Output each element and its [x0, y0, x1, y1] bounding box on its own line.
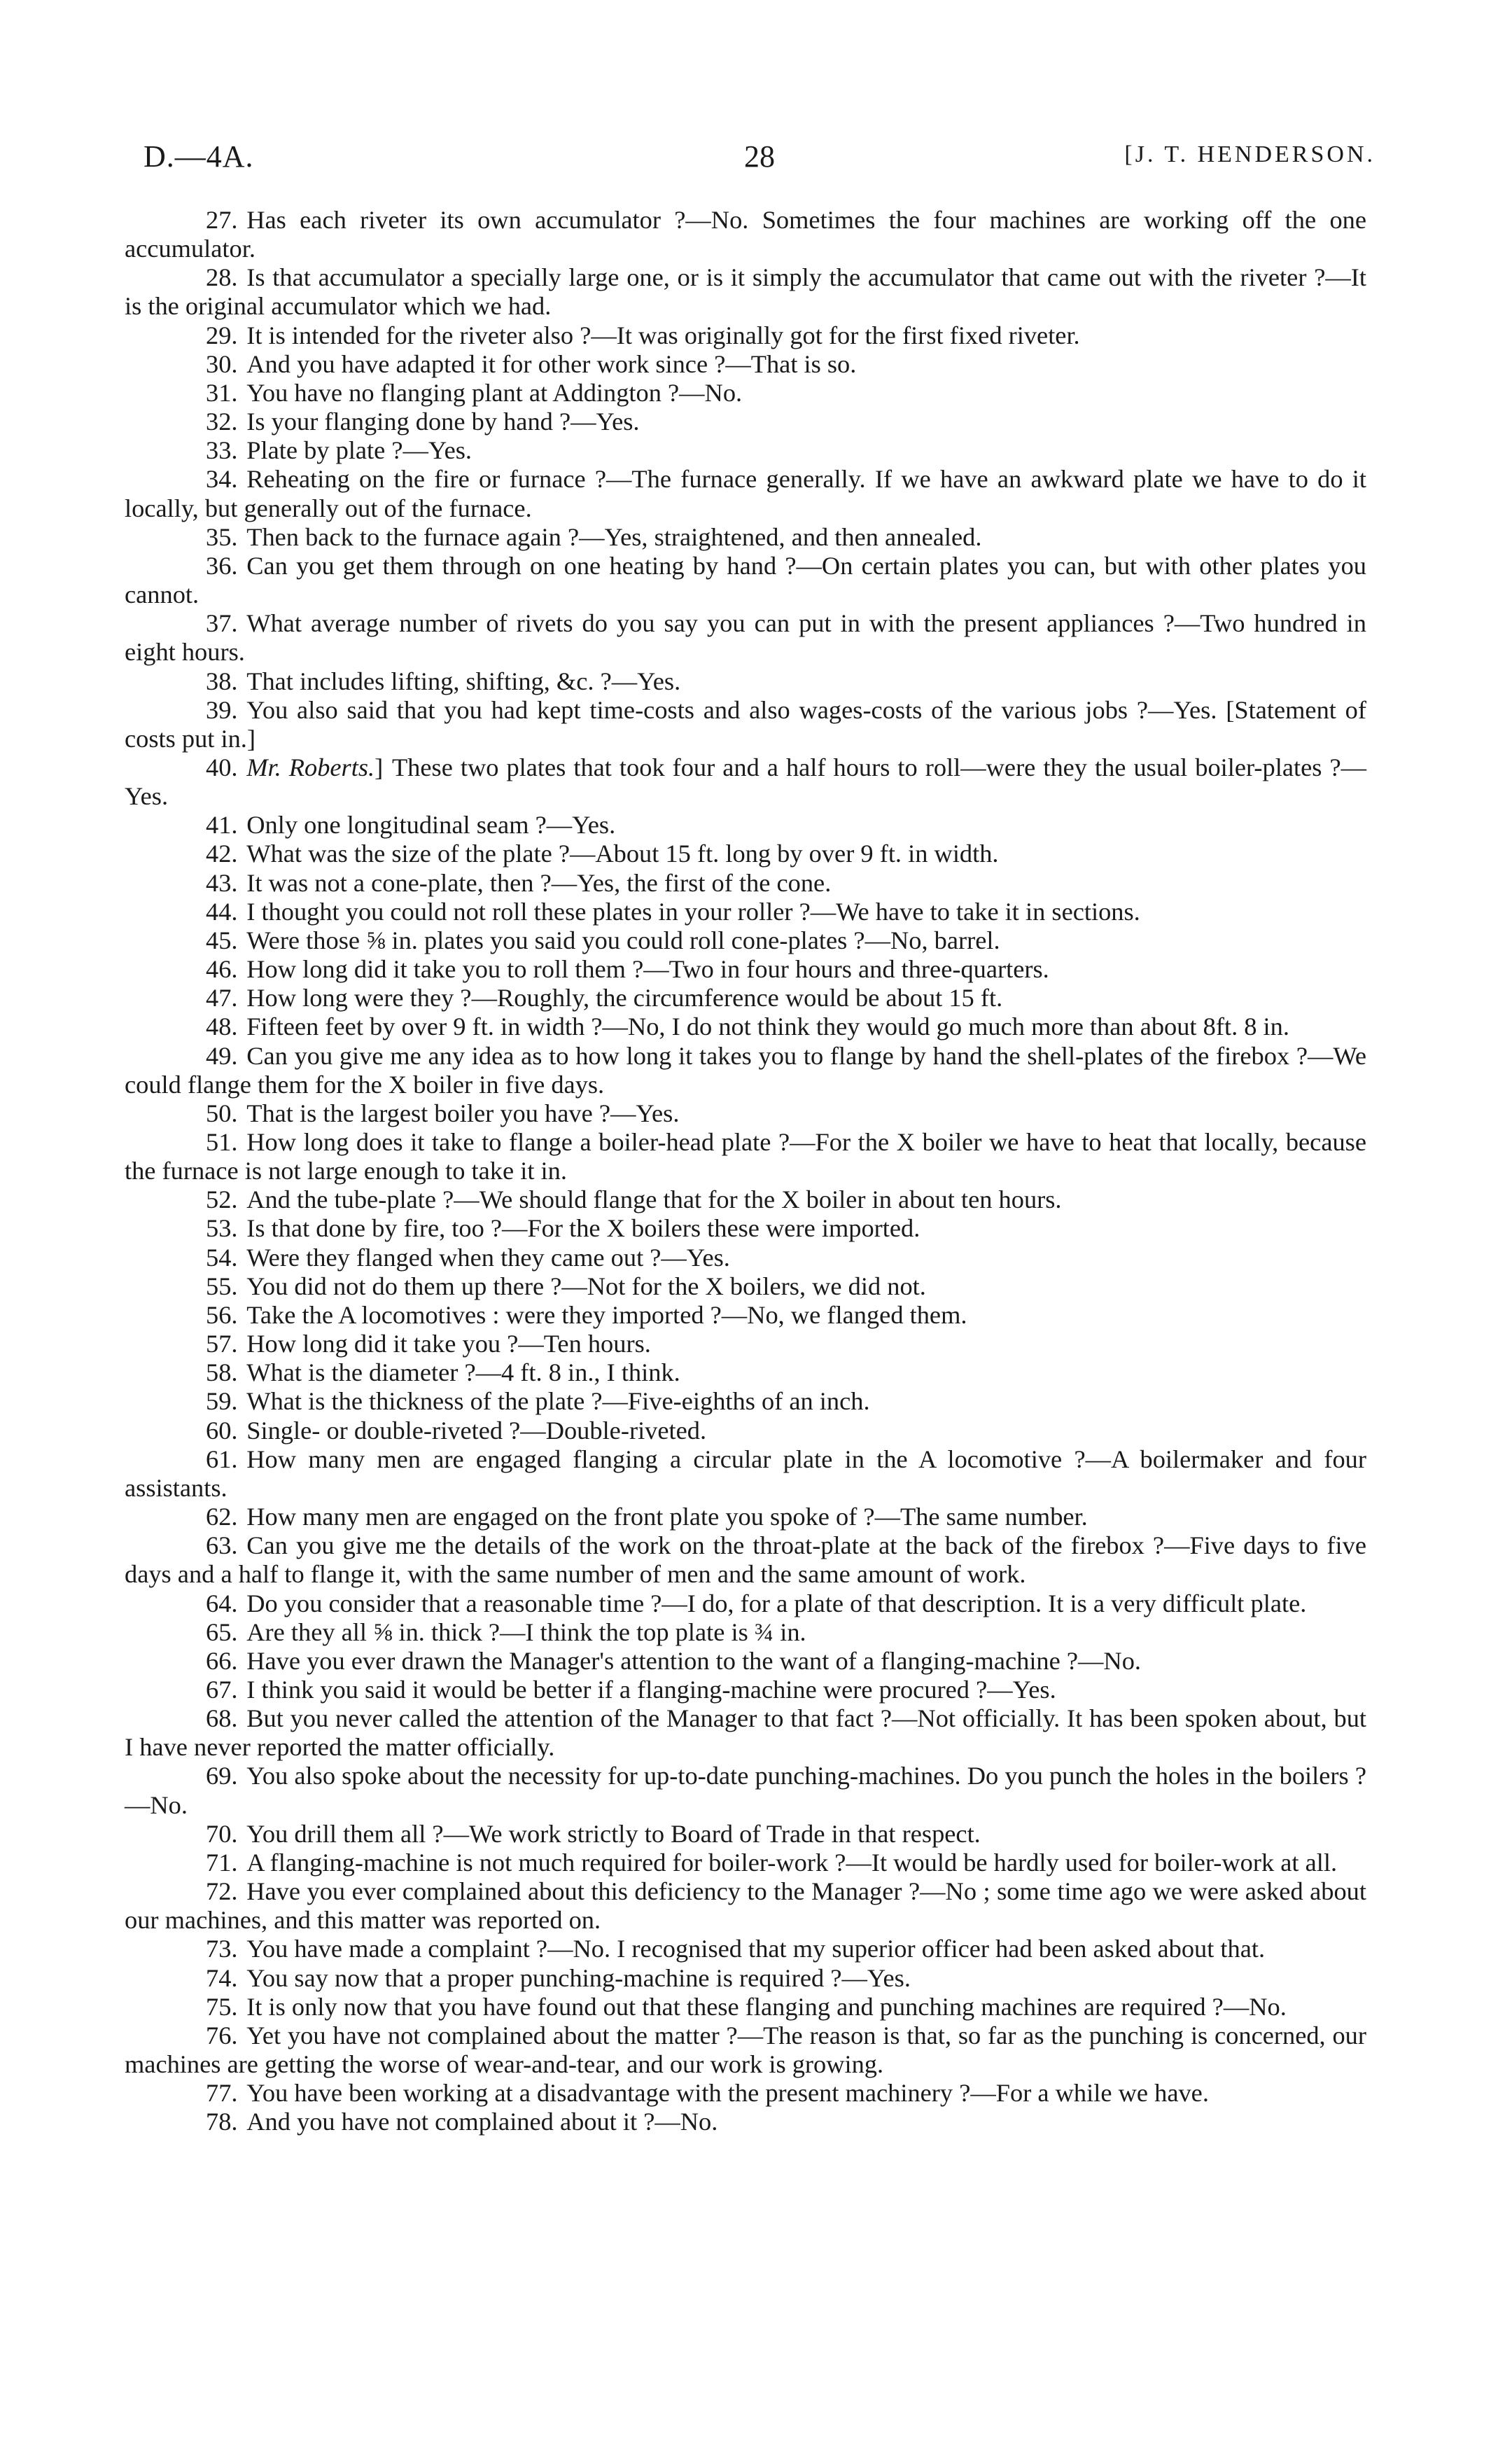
page-header	[144, 139, 1376, 181]
paragraph-number: 42.	[206, 840, 238, 868]
testimony-paragraph	[125, 840, 1366, 868]
testimony-paragraph	[125, 1704, 1366, 1762]
paragraph-text: What average number of rivets do you say you can put in with the present appliances ?—Two hundred in eight hours.	[125, 609, 1366, 667]
paragraph-number: 63.	[206, 1531, 238, 1560]
paragraph-text: Has each riveter its own accumulator ?—No. Sometimes the four machines are working off the one accumulator.	[125, 206, 1366, 263]
paragraph-text: It is intended for the riveter also ?—It was originally got for the first fixed riveter.	[246, 321, 1080, 349]
testimony-paragraph	[125, 436, 1366, 465]
paragraph-number: 68.	[206, 1704, 238, 1733]
testimony-paragraph	[125, 1589, 1366, 1618]
testimony-paragraph	[125, 2108, 1366, 2136]
paragraph-text: You have been working at a disadvantage with the present machinery ?—For a while we have.	[246, 2079, 1209, 2108]
paragraph-number: 51.	[206, 1128, 238, 1156]
paragraph-number: 75.	[206, 1992, 238, 2021]
testimony-paragraph	[125, 1272, 1366, 1301]
testimony-paragraph	[125, 1244, 1366, 1272]
testimony-paragraph	[125, 1387, 1366, 1416]
paragraph-text: I thought you could not roll these plates in your roller ?—We have to take it in sections.	[246, 897, 1140, 926]
paragraph-text: How long did it take you ?—Ten hours.	[246, 1330, 651, 1358]
paragraph-text: You have made a complaint ?—No. I recognised that my superior officer had been asked about that.	[246, 1935, 1266, 1963]
speaker-name: Mr. Roberts.]	[246, 753, 384, 781]
testimony-paragraph	[125, 898, 1366, 926]
paragraph-number: 53.	[206, 1214, 238, 1243]
paragraph-text: Have you ever complained about this deficiency to the Manager ?—No ; some time ago we were asked about our machines, and this matter was reported on.	[125, 1877, 1366, 1935]
testimony-paragraph	[125, 753, 1366, 811]
paragraph-text: How long does it take to flange a boiler-head plate ?—For the X boiler we have to heat that locally, because the furnace is not large enough to take it in.	[125, 1128, 1366, 1185]
testimony-paragraph	[125, 2079, 1366, 2108]
paragraph-text: Can you give me any idea as to how long it takes you to flange by hand the shell-plates of the firebox ?—We could flange them for the X boiler in five days.	[125, 1041, 1366, 1099]
paragraph-number: 60.	[206, 1416, 238, 1445]
paragraph-text: Have you ever drawn the Manager's attention to the want of a flanging-machine ?—No.	[246, 1646, 1141, 1675]
paragraph-text: These two plates that took four and a half hours to roll—were they the usual boiler-plates ?—Yes.	[125, 753, 1366, 811]
paragraph-text: And you have adapted it for other work since ?—That is so.	[246, 349, 857, 378]
testimony-paragraph	[125, 955, 1366, 984]
testimony-paragraph	[125, 926, 1366, 955]
paragraph-number: 29.	[206, 321, 238, 349]
paragraph-number: 43.	[206, 868, 238, 897]
paragraph-number: 37.	[206, 609, 238, 638]
paragraph-number: 34.	[206, 465, 238, 494]
paragraph-text: That includes lifting, shifting, &c. ?—Yes.	[246, 667, 681, 695]
paragraph-text: You did not do them up there ?—Not for the X boilers, we did not.	[246, 1272, 926, 1300]
paragraph-number: 30.	[206, 349, 238, 378]
paragraph-text: Can you get them through on one heating by hand ?—On certain plates you can, but with other plates you cannot.	[125, 551, 1366, 609]
paragraph-text: You also spoke about the necessity for up-to-date punching-machines. Do you punch the holes in the boilers ?—No.	[125, 1762, 1366, 1819]
paragraph-text: What is the diameter ?—4 ft. 8 in., I think.	[246, 1358, 680, 1387]
testimony-paragraph	[125, 206, 1366, 263]
testimony-paragraph	[125, 2021, 1366, 2079]
testimony-paragraph	[125, 609, 1366, 667]
testimony-body	[125, 206, 1366, 2136]
testimony-paragraph	[125, 1445, 1366, 1503]
testimony-paragraph	[125, 1128, 1366, 1185]
paragraph-text: You have no flanging plant at Addington ?—No.	[246, 378, 743, 407]
testimony-paragraph	[125, 1935, 1366, 1963]
paragraph-text: Is that accumulator a specially large one, or is it simply the accumulator that came out with the riveter ?—It is the original accumulator which we had.	[125, 263, 1366, 321]
paragraph-number: 48.	[206, 1012, 238, 1041]
testimony-paragraph	[125, 263, 1366, 321]
paragraph-number: 65.	[206, 1617, 238, 1646]
paragraph-text: Plate by plate ?—Yes.	[246, 436, 472, 465]
paragraph-text: But you never called the attention of the Manager to that fact ?—Not officially. It has been spoken about, but I have never reported the matter officially.	[125, 1704, 1366, 1762]
testimony-paragraph	[125, 1993, 1366, 2021]
paragraph-text: Reheating on the fire or furnace ?—The furnace generally. If we have an awkward plate we have to do it locally, but generally out of the furnace.	[125, 465, 1366, 522]
paragraph-number: 62.	[206, 1503, 238, 1531]
paragraph-number: 72.	[206, 1877, 238, 1906]
paragraph-number: 49.	[206, 1041, 238, 1070]
paragraph-text: How many men are engaged on the front plate you spoke of ?—The same number.	[246, 1503, 1088, 1531]
paragraph-number: 32.	[206, 408, 238, 436]
testimony-paragraph	[125, 1849, 1366, 1877]
paragraph-number: 27.	[206, 206, 238, 234]
paragraph-number: 61.	[206, 1445, 238, 1473]
paragraph-number: 52.	[206, 1185, 238, 1214]
paragraph-number: 70.	[206, 1819, 238, 1848]
paragraph-number: 66.	[206, 1646, 238, 1675]
paragraph-number: 33.	[206, 436, 238, 465]
testimony-paragraph	[125, 869, 1366, 898]
paragraph-text: How many men are engaged flanging a circular plate in the A locomotive ?—A boilermaker and four assistants.	[125, 1445, 1366, 1502]
paragraph-number: 69.	[206, 1762, 238, 1790]
testimony-paragraph	[125, 1301, 1366, 1330]
paragraph-number: 40.	[206, 753, 238, 781]
paragraph-text: How long did it take you to roll them ?—Two in four hours and three-quarters.	[246, 955, 1049, 984]
testimony-paragraph	[125, 696, 1366, 753]
paragraph-text: Do you consider that a reasonable time ?—I do, for a plate of that description. It is a very difficult plate.	[246, 1589, 1307, 1617]
paragraph-number: 59.	[206, 1387, 238, 1416]
paragraph-number: 55.	[206, 1272, 238, 1300]
paragraph-text: You drill them all ?—We work strictly to Board of Trade in that respect.	[246, 1819, 981, 1848]
paragraph-number: 54.	[206, 1243, 238, 1272]
paragraph-text: And the tube-plate ?—We should flange that for the X boiler in about ten hours.	[246, 1185, 1062, 1214]
testimony-paragraph	[125, 1503, 1366, 1531]
paragraph-text: Can you give me the details of the work on the throat-plate at the back of the firebox ?—Five days to five days and a half to flange it, with the same number of men and the same amount of work.	[125, 1531, 1366, 1589]
paragraph-text: Is your flanging done by hand ?—Yes.	[246, 408, 640, 436]
paragraph-text: Yet you have not complained about the matter ?—The reason is that, so far as the punching is concerned, our machines are getting the worse of wear-and-tear, and our work is growing.	[125, 2021, 1366, 2078]
paragraph-text: A flanging-machine is not much required for boiler-work ?—It would be hardly used for boiler-work at all.	[246, 1848, 1338, 1877]
series-label: D.—4A.	[144, 139, 254, 174]
testimony-paragraph	[125, 1099, 1366, 1128]
paragraph-number: 36.	[206, 551, 238, 580]
paragraph-number: 38.	[206, 667, 238, 695]
testimony-paragraph	[125, 379, 1366, 408]
testimony-paragraph	[125, 465, 1366, 522]
paragraph-text: Fifteen feet by over 9 ft. in width ?—No, I do not think they would go much more than about 8ft. 8 in.	[246, 1012, 1289, 1041]
paragraph-number: 50.	[206, 1099, 238, 1127]
paragraph-number: 56.	[206, 1300, 238, 1329]
paragraph-text: Take the A locomotives : were they imported ?—No, we flanged them.	[246, 1300, 967, 1329]
paragraph-text: What was the size of the plate ?—About 15 ft. long by over 9 ft. in width.	[246, 840, 999, 868]
testimony-paragraph	[125, 1531, 1366, 1589]
testimony-paragraph	[125, 1358, 1366, 1387]
paragraph-text: You say now that a proper punching-machine is required ?—Yes.	[246, 1963, 911, 1992]
paragraph-number: 74.	[206, 1963, 238, 1992]
paragraph-number: 58.	[206, 1358, 238, 1387]
paragraph-text: What is the thickness of the plate ?—Five-eighths of an inch.	[246, 1387, 870, 1416]
paragraph-text: Are they all ⅝ in. thick ?—I think the top plate is ¾ in.	[246, 1617, 806, 1646]
paragraph-text: Then back to the furnace again ?—Yes, straightened, and then annealed.	[246, 522, 982, 551]
testimony-paragraph	[125, 1964, 1366, 1993]
testimony-paragraph	[125, 1330, 1366, 1358]
paragraph-text: Single- or double-riveted ?—Double-riveted.	[246, 1416, 707, 1445]
testimony-paragraph	[125, 1185, 1366, 1214]
paragraph-number: 47.	[206, 984, 238, 1012]
testimony-paragraph	[125, 408, 1366, 436]
paragraph-text: It is only now that you have found out that these flanging and punching machines are required ?—No.	[246, 1992, 1287, 2021]
testimony-paragraph	[125, 350, 1366, 379]
testimony-paragraph	[125, 1618, 1366, 1647]
paragraph-text: That is the largest boiler you have ?—Yes.	[246, 1099, 680, 1127]
testimony-paragraph	[125, 1417, 1366, 1445]
paragraph-number: 78.	[206, 2108, 238, 2136]
paragraph-number: 28.	[206, 263, 238, 292]
testimony-paragraph	[125, 984, 1366, 1012]
testimony-paragraph	[125, 523, 1366, 552]
paragraph-text: Is that done by fire, too ?—For the X boilers these were imported.	[246, 1214, 920, 1243]
paragraph-text: Only one longitudinal seam ?—Yes.	[246, 811, 616, 840]
testimony-paragraph	[125, 667, 1366, 696]
testimony-paragraph	[125, 1762, 1366, 1819]
paragraph-text: How long were they ?—Roughly, the circumference would be about 15 ft.	[246, 984, 1003, 1012]
paragraph-number: 77.	[206, 2079, 238, 2108]
testimony-paragraph	[125, 1214, 1366, 1243]
paragraph-number: 39.	[206, 695, 238, 724]
paragraph-number: 45.	[206, 926, 238, 954]
testimony-paragraph	[125, 1877, 1366, 1935]
testimony-paragraph	[125, 811, 1366, 840]
paragraph-number: 76.	[206, 2021, 238, 2049]
paragraph-text: Were those ⅝ in. plates you said you could roll cone-plates ?—No, barrel.	[246, 926, 1000, 954]
paragraph-number: 46.	[206, 955, 238, 984]
paragraph-number: 35.	[206, 522, 238, 551]
testimony-paragraph	[125, 1012, 1366, 1041]
paragraph-text: Were they flanged when they came out ?—Yes.	[246, 1243, 730, 1272]
paragraph-text: You also said that you had kept time-costs and also wages-costs of the various jobs ?—Yes. [Statement of costs put in.]	[125, 695, 1366, 753]
page-number: 28	[744, 139, 775, 174]
paragraph-number: 73.	[206, 1935, 238, 1963]
paragraph-text: It was not a cone-plate, then ?—Yes, the first of the cone.	[246, 868, 832, 897]
paragraph-number: 64.	[206, 1589, 238, 1617]
paragraph-text: I think you said it would be better if a flanging-machine were procured ?—Yes.	[246, 1675, 1056, 1704]
testimony-paragraph	[125, 552, 1366, 609]
paragraph-number: 41.	[206, 811, 238, 840]
testimony-paragraph	[125, 1820, 1366, 1849]
paragraph-number: 31.	[206, 378, 238, 407]
paragraph-number: 67.	[206, 1675, 238, 1704]
paragraph-number: 71.	[206, 1848, 238, 1877]
paragraph-text: And you have not complained about it ?—No.	[246, 2108, 718, 2136]
paragraph-number: 57.	[206, 1330, 238, 1358]
testimony-paragraph	[125, 321, 1366, 350]
testimony-paragraph	[125, 1676, 1366, 1704]
testimony-paragraph	[125, 1042, 1366, 1099]
paragraph-number: 44.	[206, 897, 238, 926]
testimony-paragraph	[125, 1647, 1366, 1676]
witness-name: [J. T. HENDERSON.	[1124, 141, 1376, 167]
